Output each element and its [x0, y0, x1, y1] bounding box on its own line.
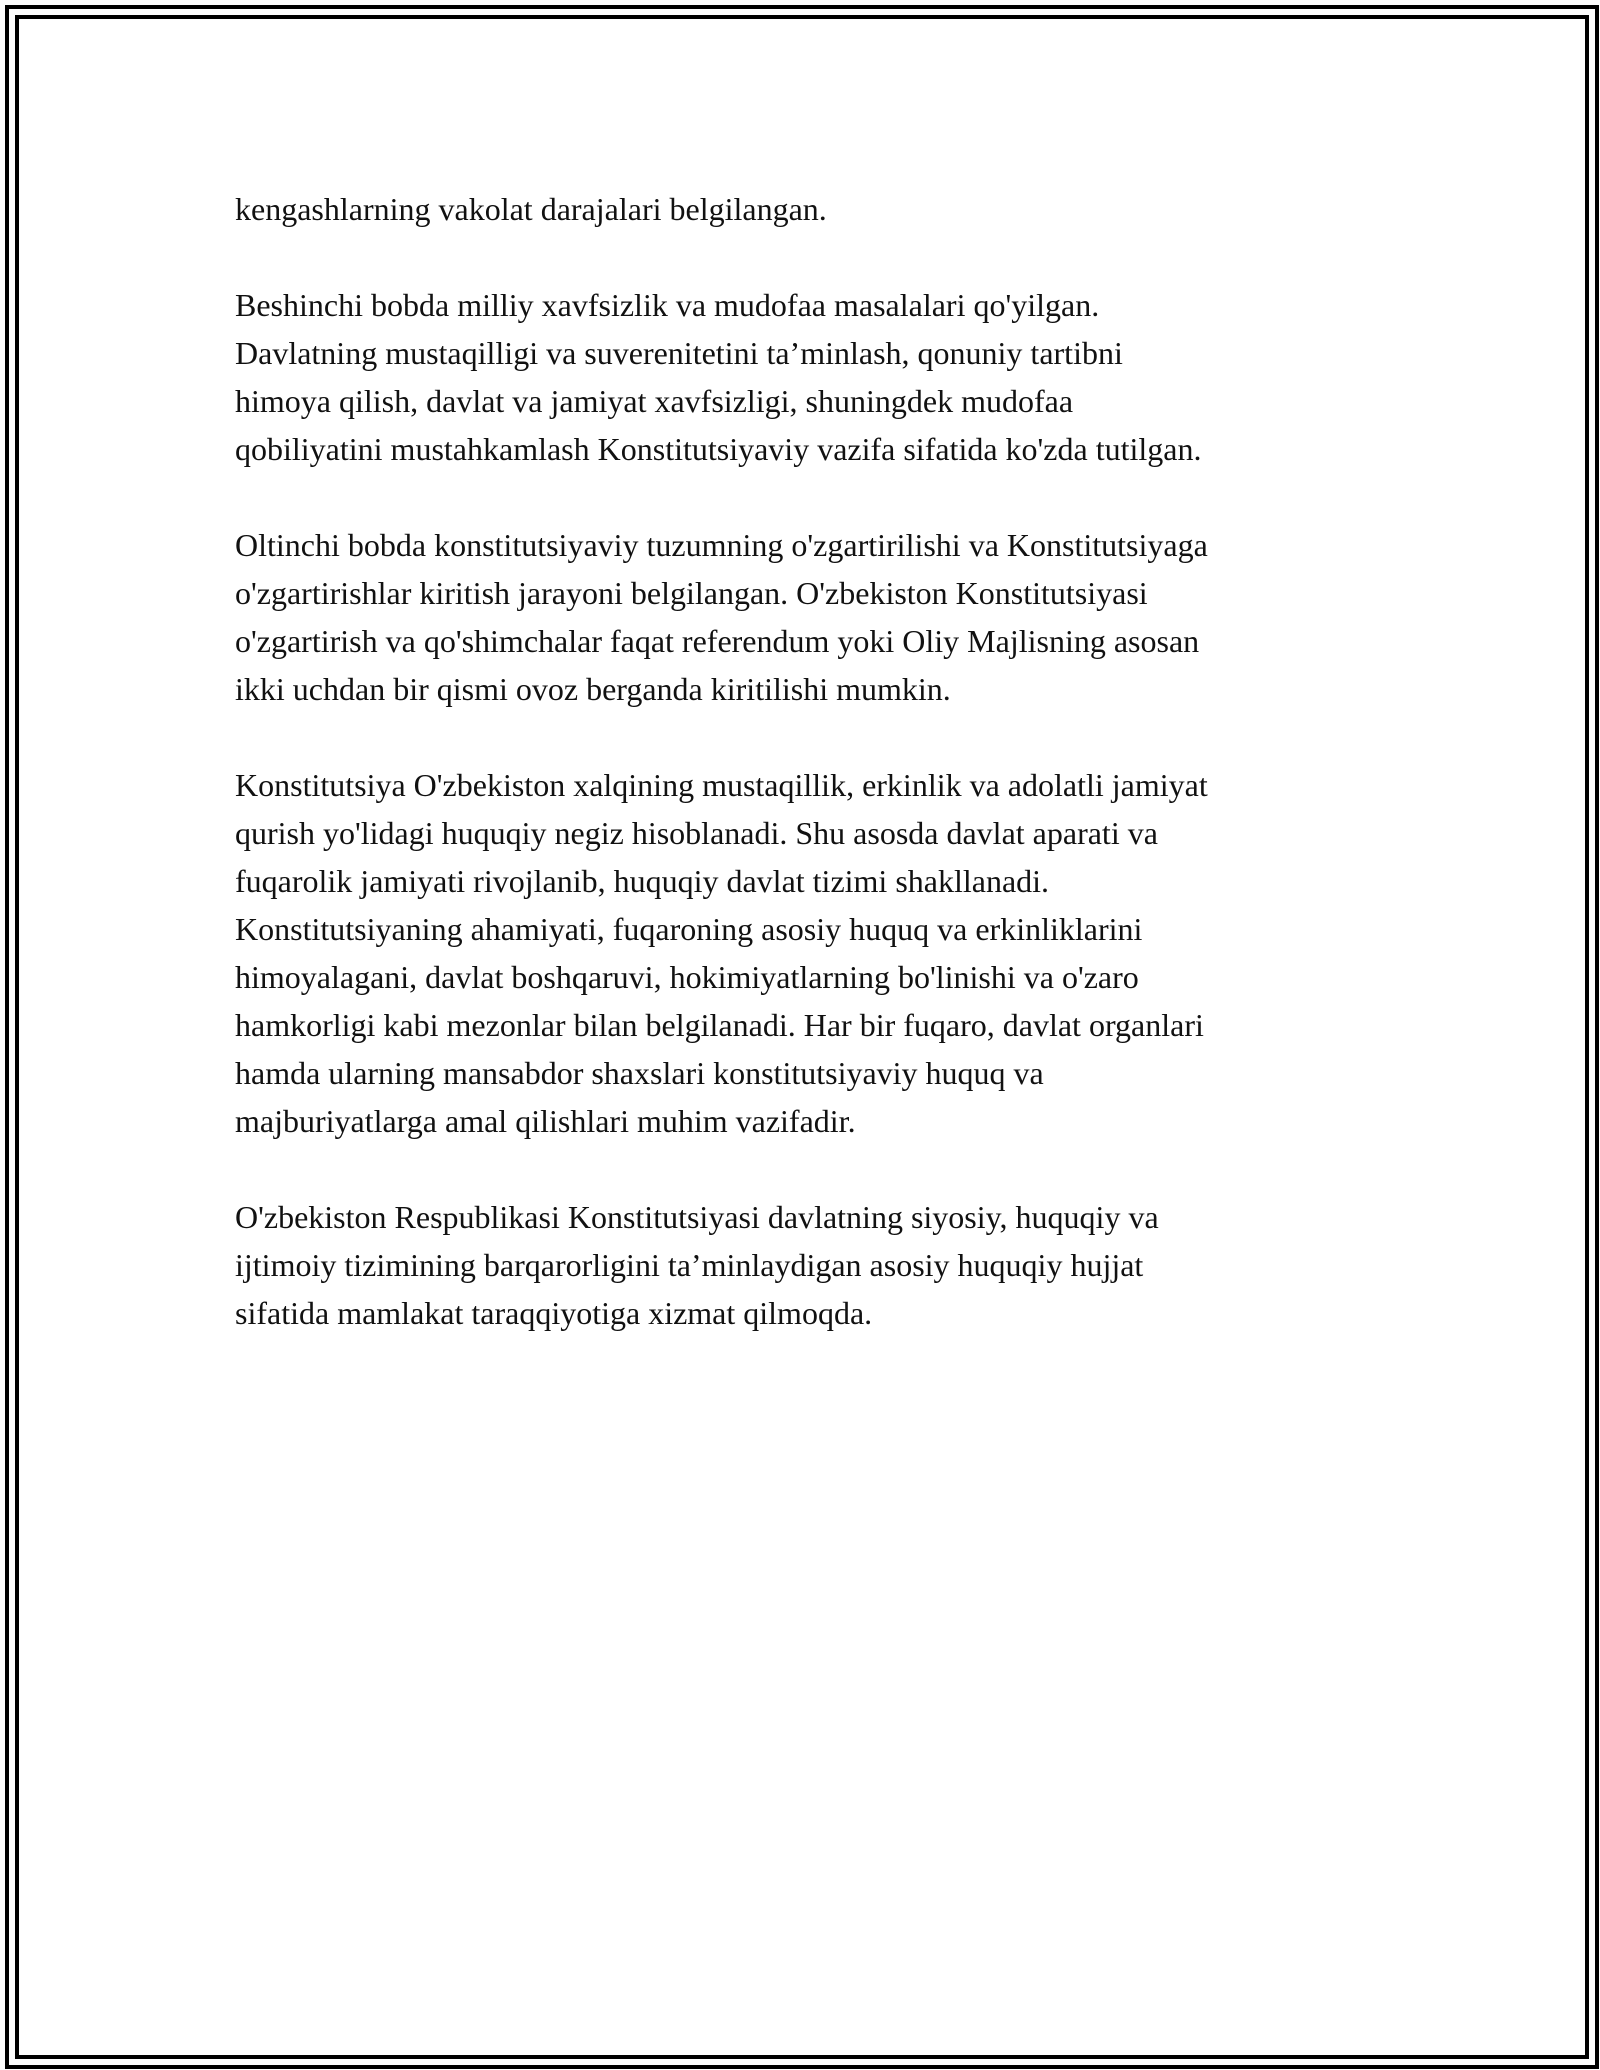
text-line: qurish yo'lidagi huquqiy negiz hisoblanadi. Shu asosda davlat aparati va: [235, 815, 1158, 851]
text-line: hamda ularning mansabdor shaxslari konstitutsiyaviy huquq va: [235, 1055, 1044, 1091]
text-line: o'zgartirishlar kiritish jarayoni belgilangan. O'zbekiston Konstitutsiyasi: [235, 575, 1148, 611]
text-line: fuqarolik jamiyati rivojlanib, huquqiy davlat tizimi shakllanadi.: [235, 863, 1050, 899]
text-line: Oltinchi bobda konstitutsiyaviy tuzumning o'zgartirilishi va Konstitutsiyaga: [235, 527, 1208, 563]
text-line: Beshinchi bobda milliy xavfsizlik va mudofaa masalalari qo'yilgan.: [235, 287, 1100, 323]
text-line: hamkorligi kabi mezonlar bilan belgilanadi. Har bir fuqaro, davlat organlari: [235, 1007, 1204, 1043]
text-line: kengashlarning vakolat darajalari belgilangan.: [235, 191, 827, 227]
text-line: Konstitutsiya O'zbekiston xalqining mustaqillik, erkinlik va adolatli jamiyat: [235, 767, 1208, 803]
text-line: o'zgartirish va qo'shimchalar faqat referendum yoki Oliy Majlisning asosan: [235, 623, 1200, 659]
paragraph-2: [235, 281, 1375, 473]
text-line: qobiliyatini mustahkamlash Konstitutsiyaviy vazifa sifatida ko'zda tutilgan.: [235, 431, 1202, 467]
text-line: O'zbekiston Respublikasi Konstitutsiyasi davlatning siyosiy, huquqiy va: [235, 1199, 1159, 1235]
text-line: ijtimoiy tizimining barqarorligini ta’minlaydigan asosiy huquqiy hujjat: [235, 1247, 1144, 1283]
text-line: sifatida mamlakat taraqqiyotiga xizmat qilmoqda.: [235, 1295, 873, 1331]
paragraph-1: [235, 185, 1375, 233]
text-line: himoyalagani, davlat boshqaruvi, hokimiyatlarning bo'linishi va o'zaro: [235, 959, 1139, 995]
text-line: Davlatning mustaqilligi va suverenitetini ta’minlash, qonuniy tartibni: [235, 335, 1123, 371]
text-line: Konstitutsiyaning ahamiyati, fuqaroning asosiy huquq va erkinliklarini: [235, 911, 1143, 947]
text-line: himoya qilish, davlat va jamiyat xavfsizligi, shuningdek mudofaa: [235, 383, 1074, 419]
document-body: [235, 185, 1375, 1385]
paragraph-5: [235, 1193, 1375, 1337]
text-line: majburiyatlarga amal qilishlari muhim vazifadir.: [235, 1103, 856, 1139]
paragraph-3: [235, 521, 1375, 713]
paragraph-4: [235, 761, 1375, 1145]
text-line: ikki uchdan bir qismi ovoz berganda kiritilishi mumkin.: [235, 671, 951, 707]
